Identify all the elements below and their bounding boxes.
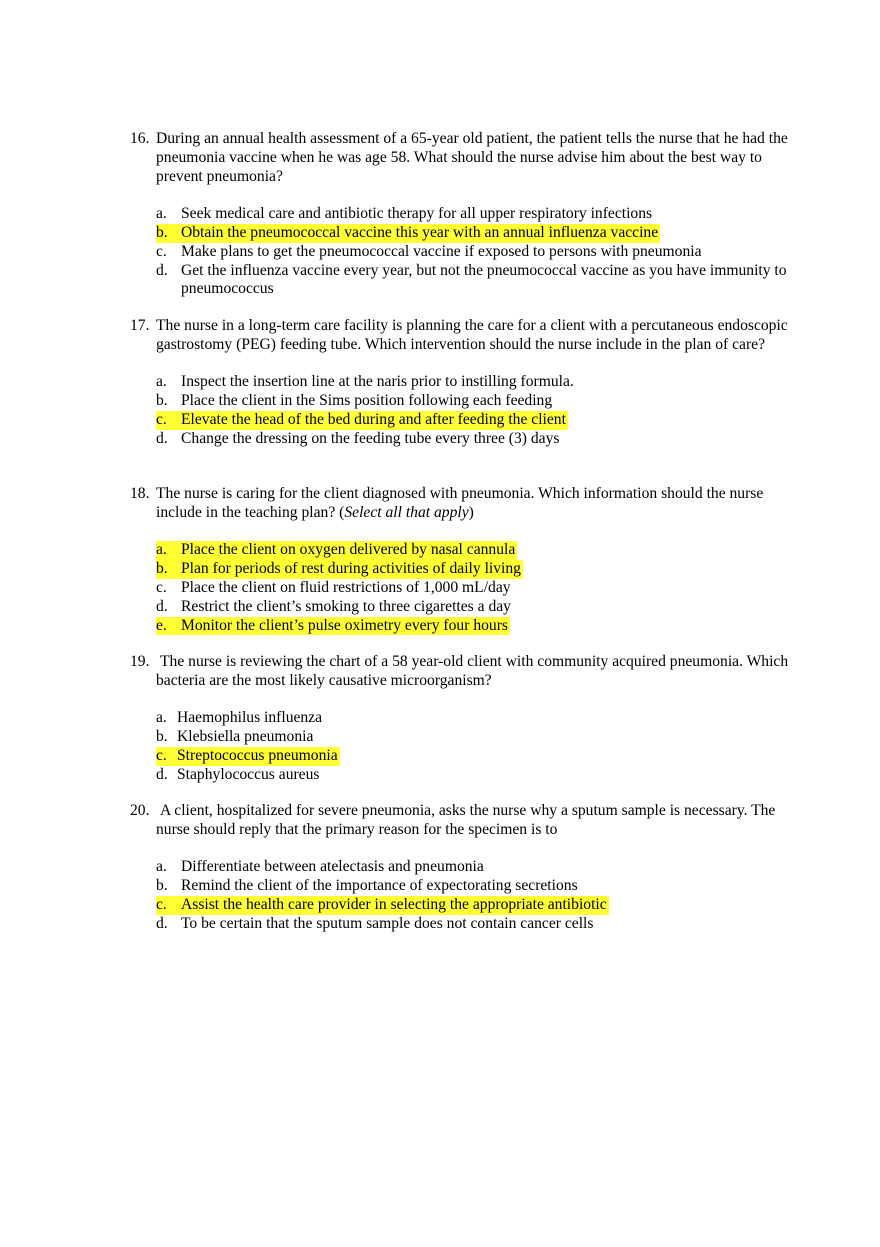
question-stem: During an annual health assessment of a 65-year old patient, the patient tells the nurse that he had the pneumonia vaccine when he was age 58. What should the nurse advise him about the best way to prevent pneumonia? bbox=[156, 130, 788, 185]
option-e-highlighted: e. Monitor the client’s pulse oximetry every four hours bbox=[156, 616, 508, 634]
option-a-highlighted: a. Place the client on oxygen delivered by nasal cannula bbox=[156, 541, 516, 559]
option-c: c. Make plans to get the pneumococcal vaccine if exposed to persons with pneumonia bbox=[156, 242, 702, 260]
answer-options bbox=[156, 373, 790, 448]
question-19 bbox=[130, 653, 790, 785]
question-number: 19. bbox=[130, 653, 150, 670]
question-number: 16. bbox=[130, 130, 150, 147]
question-number: 17. bbox=[130, 317, 150, 334]
question-number: 20. bbox=[130, 802, 150, 819]
option-a: a. Differentiate between atelectasis and pneumonia bbox=[156, 858, 484, 876]
option-d: d. Change the dressing on the feeding tube every three (3) days bbox=[156, 429, 560, 447]
option-a: a. Seek medical care and antibiotic therapy for all upper respiratory infections bbox=[156, 205, 653, 223]
option-d: d. Staphylococcus aureus bbox=[156, 765, 320, 783]
option-b: b. Remind the client of the importance of expectorating secretions bbox=[156, 877, 578, 895]
option-b-highlighted: b. Obtain the pneumococcal vaccine this year with an annual influenza vaccine bbox=[156, 223, 659, 241]
question-18 bbox=[130, 485, 790, 635]
option-b: b. Place the client in the Sims position following each feeding bbox=[156, 392, 553, 410]
question-20 bbox=[130, 802, 790, 934]
option-d: d. Restrict the client’s smoking to three cigarettes a day bbox=[156, 597, 511, 615]
question-stem: The nurse is reviewing the chart of a 58 year-old client with community acquired pneumonia. Which bacteria are the most likely causative microorganism? bbox=[156, 653, 789, 689]
option-d: d. Get the influenza vaccine every year, but not the pneumococcal vaccine as you have immunity to pneumococcus bbox=[156, 261, 787, 298]
option-a: a. Inspect the insertion line at the naris prior to instilling formula. bbox=[156, 373, 574, 391]
option-d: d. To be certain that the sputum sample does not contain cancer cells bbox=[156, 914, 594, 932]
option-c-highlighted: c. Streptococcus pneumonia bbox=[156, 746, 338, 764]
answer-options bbox=[156, 205, 790, 299]
option-c-highlighted: c. Elevate the head of the bed during and after feeding the client bbox=[156, 410, 566, 428]
answer-options bbox=[156, 858, 790, 933]
question-17 bbox=[130, 317, 790, 449]
option-c-highlighted: c. Assist the health care provider in selecting the appropriate antibiotic bbox=[156, 895, 607, 913]
question-stem: The nurse in a long-term care facility is planning the care for a client with a percutaneous endoscopic gastrostomy (PEG) feeding tube. Which intervention should the nurse include in the plan of care? bbox=[156, 317, 788, 353]
option-b-highlighted: b. Plan for periods of rest during activities of daily living bbox=[156, 560, 521, 578]
option-a: a. Haemophilus influenza bbox=[156, 709, 323, 727]
option-b: b. Klebsiella pneumonia bbox=[156, 728, 314, 746]
question-stem: A client, hospitalized for severe pneumonia, asks the nurse why a sputum sample is necessary. The nurse should reply that the primary reason for the specimen is to bbox=[156, 802, 776, 838]
question-number: 18. bbox=[130, 485, 150, 502]
answer-options bbox=[156, 541, 790, 635]
question-stem: The nurse is caring for the client diagnosed with pneumonia. Which information should the nurse include in the teaching plan? (Select all that apply) bbox=[156, 485, 764, 521]
question-16 bbox=[130, 130, 790, 299]
answer-options bbox=[156, 709, 790, 784]
option-c: c. Place the client on fluid restrictions of 1,000 mL/day bbox=[156, 578, 511, 596]
